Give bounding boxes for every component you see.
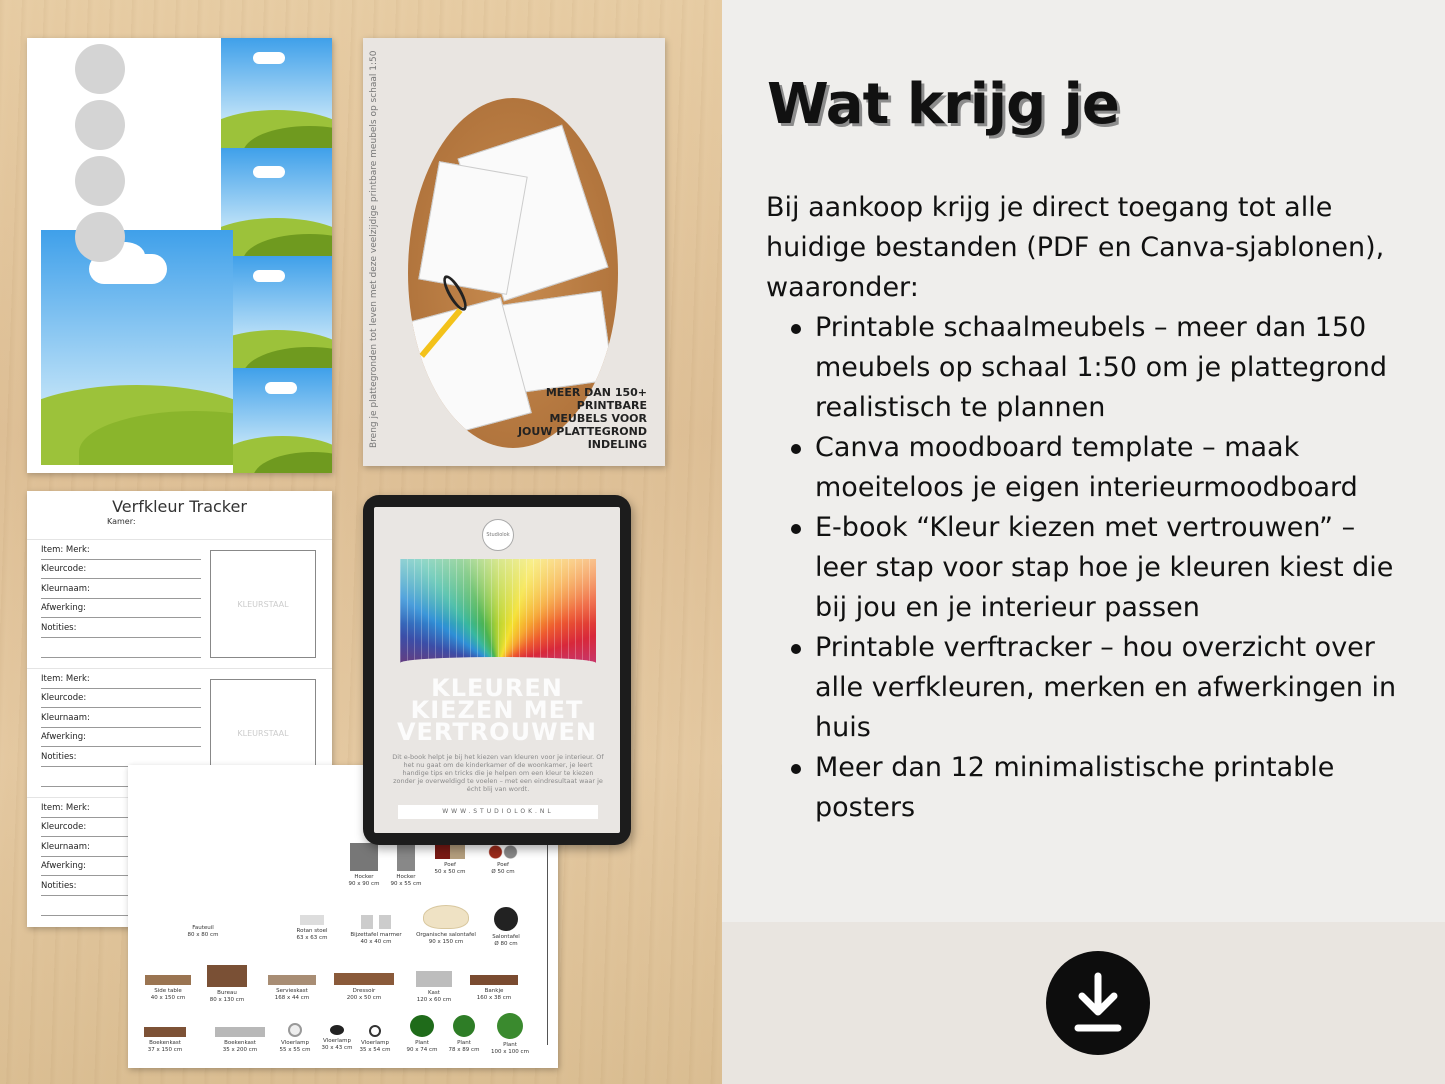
furniture-item: Salontafel Ø 80 cm bbox=[486, 907, 526, 948]
tracker-field: Afwerking: bbox=[41, 860, 201, 876]
furniture-item: Boekenkast 35 x 200 cm bbox=[212, 1027, 268, 1054]
swatch-box: KLEURSTAAL bbox=[210, 550, 316, 658]
feature-item: Printable schaalmeubels – meer dan 150 meubels op schaal 1:50 om je plattegrond realistisch te plannen bbox=[815, 308, 1415, 428]
tracker-field: Kleurcode: bbox=[41, 821, 201, 837]
poster-circle bbox=[75, 100, 125, 150]
furniture-item: Hocker 90 x 90 cm bbox=[346, 843, 382, 888]
tracker-field: Notities: bbox=[41, 751, 201, 767]
tracker-field: Afwerking: bbox=[41, 602, 201, 618]
furniture-item: Plant 100 x 100 cm bbox=[488, 1013, 532, 1056]
tracker-title: Verfkleur Tracker bbox=[112, 497, 247, 516]
furniture-item: Poef Ø 50 cm bbox=[483, 845, 523, 876]
cover-caption: MEER DAN 150+ PRINTBARE MEUBELS VOOR JOUW PLATTEGROND INDELING bbox=[517, 386, 647, 451]
feature-item: Meer dan 12 minimalistische printable posters bbox=[815, 748, 1415, 828]
furniture-ebook-cover bbox=[363, 38, 665, 466]
content-panel bbox=[722, 0, 1445, 1084]
tracker-block bbox=[27, 539, 332, 667]
furniture-item: Plant 78 x 89 cm bbox=[446, 1015, 482, 1054]
furniture-item: Kast 120 x 60 cm bbox=[412, 971, 456, 1004]
download-icon bbox=[1070, 972, 1126, 1034]
product-mockup-area bbox=[0, 0, 722, 1084]
swatch-box: KLEURSTAAL bbox=[210, 679, 316, 787]
feature-list bbox=[815, 308, 1415, 828]
tracker-field: Notities: bbox=[41, 622, 201, 638]
feature-item: Canva moodboard template – maak moeiteloos je eigen interieurmoodboard bbox=[815, 428, 1415, 508]
furniture-item: Dressoir 200 x 50 cm bbox=[332, 973, 396, 1002]
furniture-item: Fauteuil 80 x 80 cm bbox=[187, 925, 219, 938]
cover-side-text: Breng je plattegronden tot leven met deze veelzijdige printbare meubels op schaal 1:50 bbox=[369, 50, 379, 448]
page-title: Wat krijg je bbox=[767, 72, 1119, 137]
poster-landscape bbox=[221, 256, 332, 370]
tracker-field: Item: Merk: bbox=[41, 673, 201, 689]
furniture-item: Plant 90 x 74 cm bbox=[404, 1015, 440, 1054]
poster-sheet-mockup bbox=[27, 38, 332, 473]
furniture-item: Vloerlamp 35 x 54 cm bbox=[358, 1025, 392, 1054]
color-fan-image bbox=[400, 559, 596, 667]
studio-logo: Studiolok bbox=[482, 519, 514, 551]
ebook-headline: KLEUREN KIEZEN MET VERTROUWEN bbox=[396, 674, 598, 746]
ebook-website: WWW.STUDIOLOK.NL bbox=[398, 805, 598, 819]
tracker-field: Kleurcode: bbox=[41, 692, 201, 708]
furniture-item: Organische salontafel 90 x 150 cm bbox=[416, 905, 476, 946]
tracker-room-label: Kamer: bbox=[107, 517, 136, 526]
download-button[interactable] bbox=[1046, 951, 1150, 1055]
tracker-field: Kleurcode: bbox=[41, 563, 201, 579]
tracker-field: Item: Merk: bbox=[41, 802, 201, 818]
furniture-item: Hocker 90 x 55 cm bbox=[386, 843, 426, 888]
tablet-screen bbox=[374, 507, 620, 833]
feature-item: Printable verftracker – hou overzicht over alle verfkleuren, merken en afwerkingen in huis bbox=[815, 628, 1415, 748]
poster-landscape bbox=[221, 38, 332, 148]
furniture-item: Servieskast 168 x 44 cm bbox=[266, 975, 318, 1002]
furniture-item: Vloerlamp 55 x 55 cm bbox=[278, 1023, 312, 1054]
tracker-field: Kleurnaam: bbox=[41, 841, 201, 857]
furniture-item: Rotan stoel 63 x 63 cm bbox=[292, 915, 332, 942]
ebook-description: Dit e-book helpt je bij het kiezen van kleuren voor je interieur. Of het nu gaat om de kinderkamer of de woonkamer, je leert handige tips en tricks die je helpen om een kleur te kiezen zonder je overweldigd te voelen – met een eindresultaat waar je écht blij van wordt. bbox=[392, 753, 604, 793]
tracker-field: Notities: bbox=[41, 880, 201, 896]
poster-landscape-large bbox=[41, 230, 233, 465]
tracker-field: Afwerking: bbox=[41, 731, 201, 747]
poster-landscape bbox=[233, 368, 332, 473]
furniture-item: Vloerlamp 30 x 43 cm bbox=[320, 1025, 354, 1052]
ebook-tablet-mockup bbox=[363, 495, 631, 845]
tracker-field: Kleurnaam: bbox=[41, 712, 201, 728]
furniture-item: Side table 40 x 150 cm bbox=[142, 975, 194, 1002]
feature-item: E-book “Kleur kiezen met vertrouwen” – leer stap voor stap hoe je kleuren kiest die bij jou en je interieur passen bbox=[815, 508, 1415, 628]
poster-circle bbox=[75, 212, 125, 262]
furniture-item: Poef 50 x 50 cm bbox=[430, 845, 470, 876]
poster-landscape bbox=[221, 148, 332, 256]
furniture-item: Bijzettafel marmer 40 x 40 cm bbox=[350, 915, 402, 946]
poster-circle bbox=[75, 44, 125, 94]
intro-text: Bij aankoop krijg je direct toegang tot alle huidige bestanden (PDF en Canva-sjablonen), waaronder: bbox=[766, 192, 1385, 303]
tracker-field: Item: Merk: bbox=[41, 544, 201, 560]
tracker-field: Kleurnaam: bbox=[41, 583, 201, 599]
furniture-item: Bankje 160 x 38 cm bbox=[468, 975, 520, 1002]
furniture-item: Boekenkast 37 x 150 cm bbox=[142, 1027, 188, 1054]
poster-circle bbox=[75, 156, 125, 206]
furniture-item: Bureau 80 x 130 cm bbox=[204, 965, 250, 1004]
